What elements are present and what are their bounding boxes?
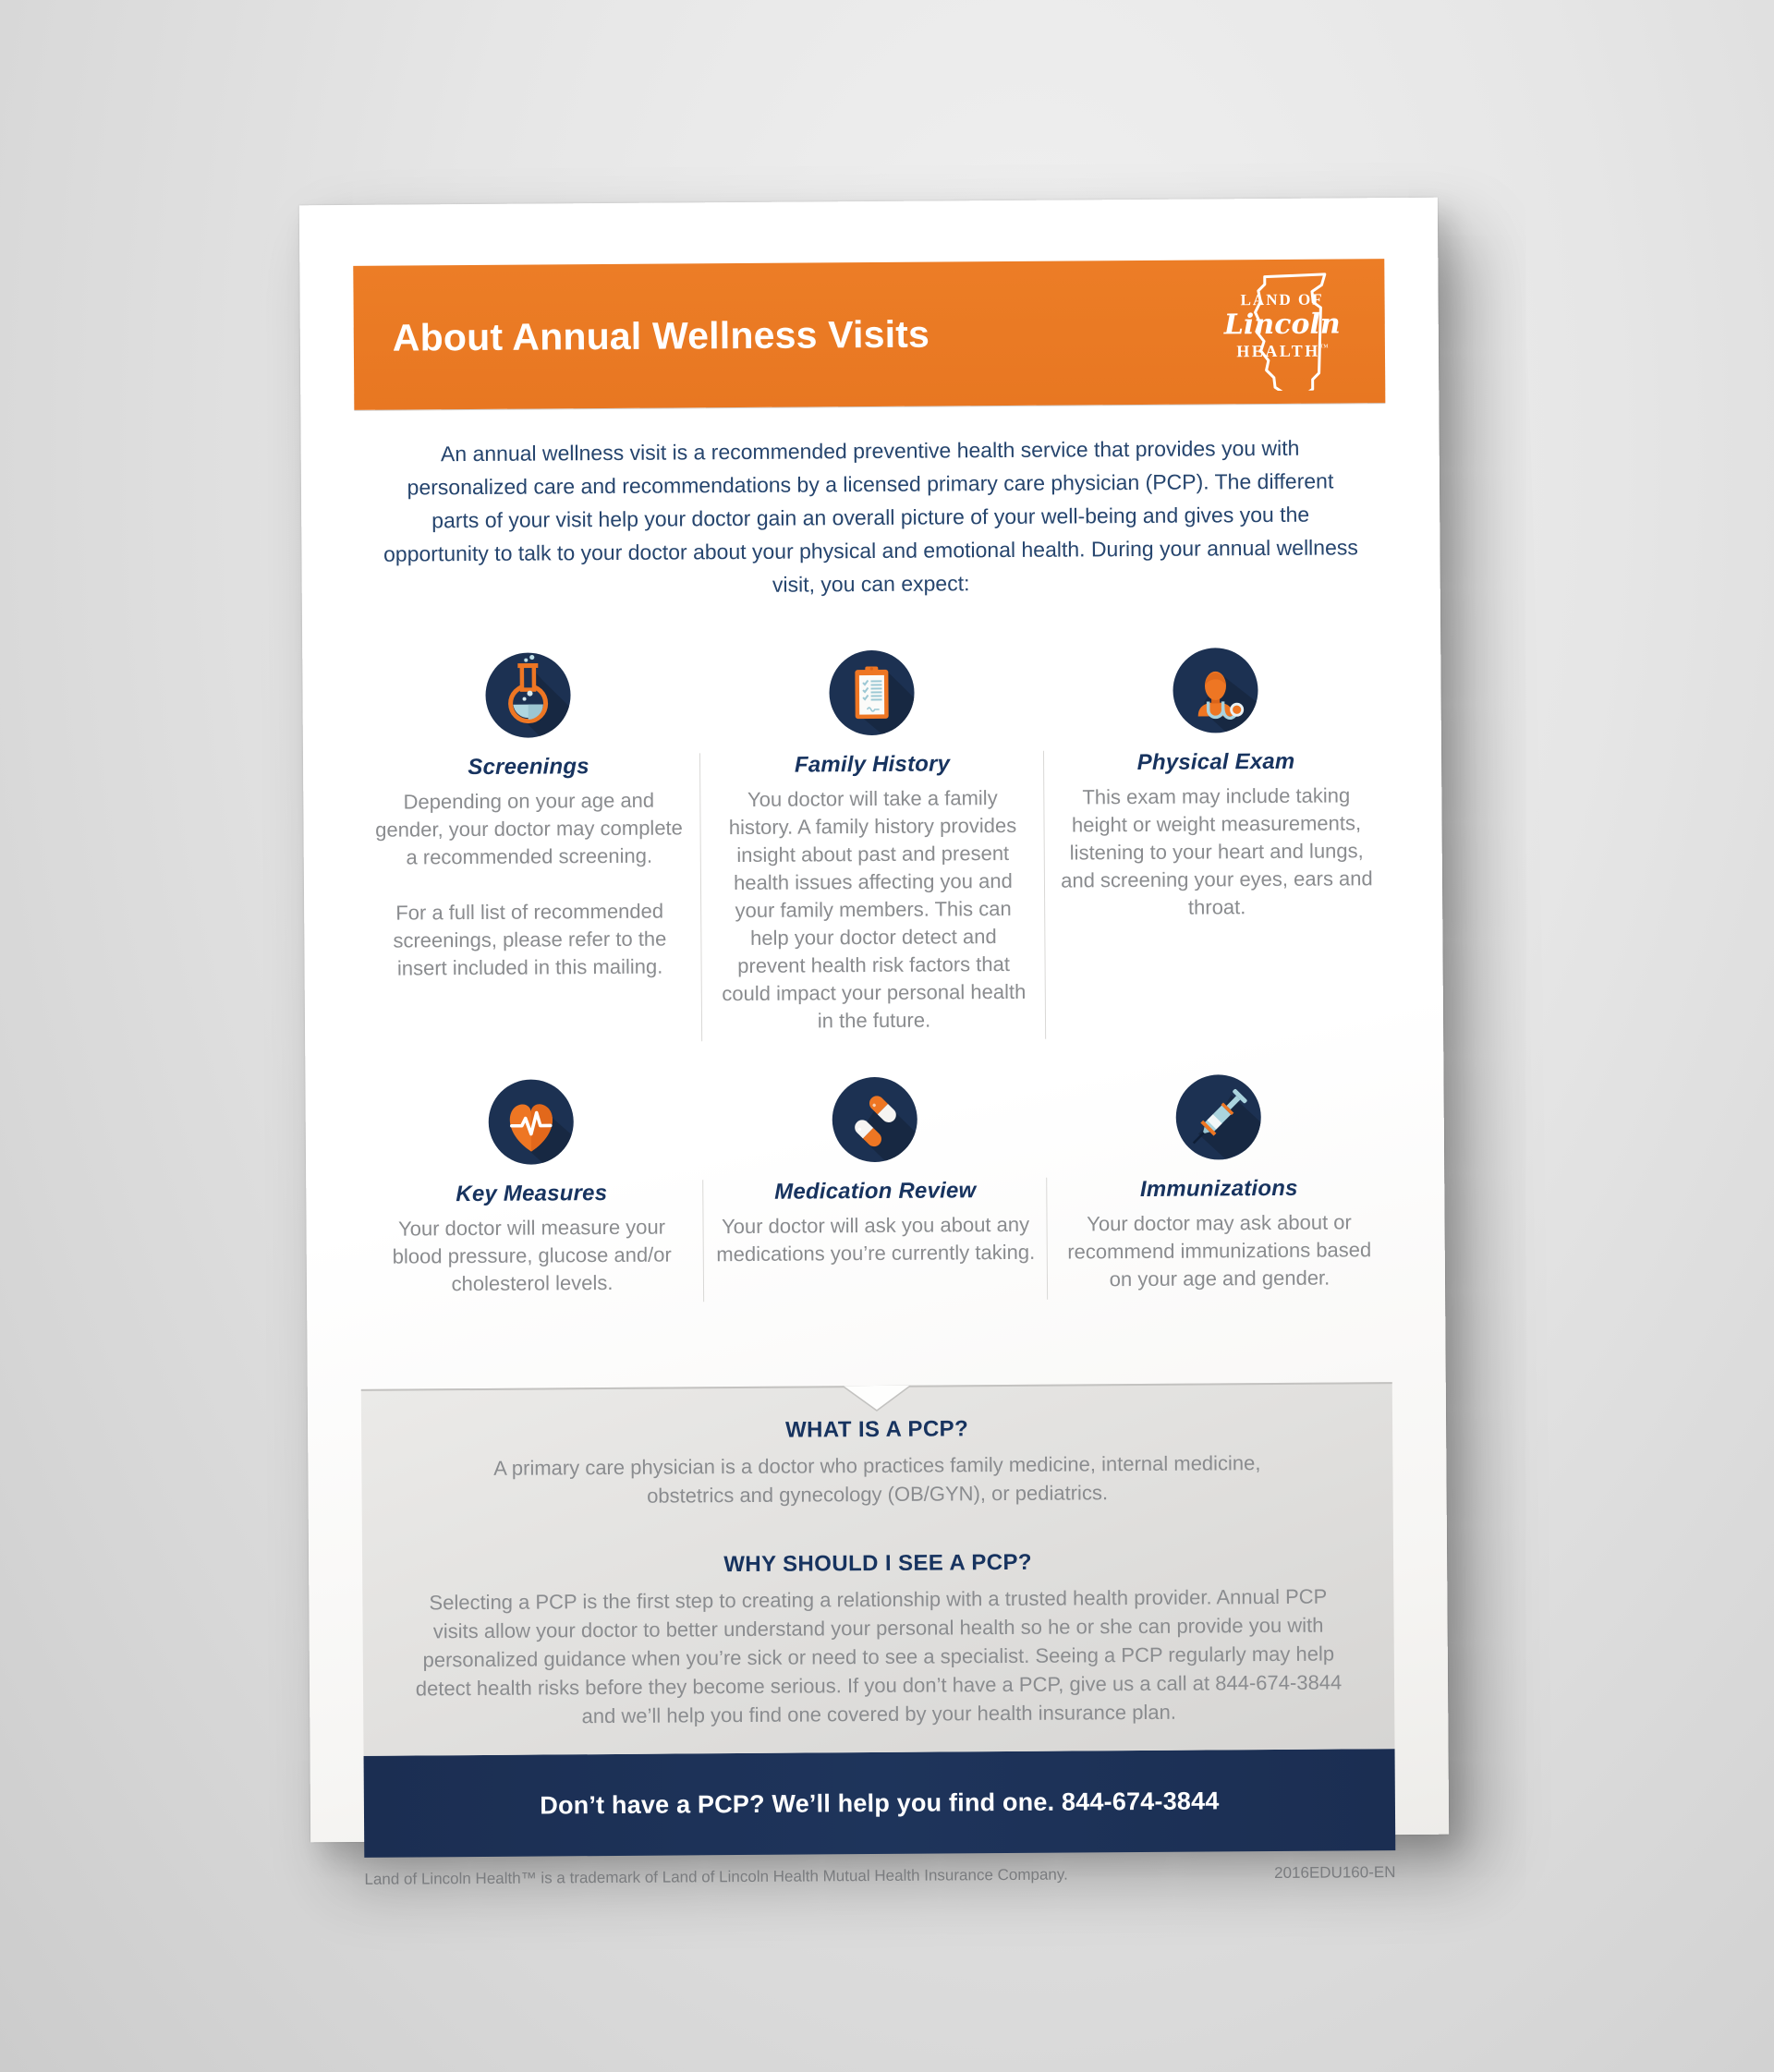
cta-bar xyxy=(364,1749,1396,1858)
wellness-item-title: Medication Review xyxy=(774,1178,977,1205)
flask-icon xyxy=(483,650,573,740)
clipboard-icon xyxy=(827,648,917,738)
page-title: About Annual Wellness Visits xyxy=(392,312,930,359)
flyer-content xyxy=(299,198,1450,1890)
wellness-item-title: Family History xyxy=(794,751,951,778)
intro-paragraph: An annual wellness visit is a recommended preventive health service that provides you with personalized care and recommendations by a licensed primary care physician (PCP). The different parts of your visit help your doctor gain an overall picture of your well-being and gives you the opportunity to talk to your doctor about your physical and emotional health. During your annual wellness visit, you can expect: xyxy=(383,435,1358,597)
why-see-pcp-heading: WHY SHOULD I SEE A PCP? xyxy=(723,1549,1033,1578)
wellness-item-title: Immunizations xyxy=(1139,1175,1298,1202)
wellness-item-immunizations xyxy=(1046,1072,1391,1300)
wellness-item-title: Screenings xyxy=(468,754,589,781)
legal-footer xyxy=(364,1863,1395,1889)
pills-icon xyxy=(830,1075,919,1165)
logo-lincoln: Lincoln xyxy=(1223,308,1341,342)
heartbeat-icon xyxy=(486,1077,576,1167)
wellness-item-body: Your doctor will ask you about any medications you’re currently taking. xyxy=(716,1212,1036,1266)
logo-trademark-symbol: ™ xyxy=(1319,342,1329,352)
wellness-item-body: Depending on your age and gender, your doctor may complete a recommended screening. xyxy=(375,788,683,869)
stethoscope-icon xyxy=(1171,646,1260,735)
wellness-item-key-measures xyxy=(358,1076,704,1304)
wellness-item-body: Your doctor may ask about or recommend immunizations based on your age and gender. xyxy=(1067,1210,1372,1291)
wellness-item-title: Key Measures xyxy=(456,1181,608,1207)
wellness-item-body: Your doctor will measure your blood pressure, glucose and/or cholesterol levels. xyxy=(392,1215,672,1296)
syringe-icon xyxy=(1173,1072,1263,1162)
trademark-note: Land of Lincoln Health™ is a trademark of Land of Lincoln Health Mutual Health Insurance Company. xyxy=(364,1865,1068,1888)
wellness-item-physical-exam xyxy=(1043,645,1390,1039)
why-see-pcp-body: Selecting a PCP is the first step to creating a relationship with a trusted health provider. Annual PCP visits allow your doctor to better understand your personal health so he or she can provide you with personalized guidance when you’re sick or need to see a specialist. Seeing a PCP regularly may help detect health risks before they become serious. If you don’t have a PCP, give us a call at 844-674-3844 and we’ll help you find one covered by your health insurance plan. xyxy=(415,1584,1343,1728)
wellness-item-body: This exam may include taking height or weight measurements, listening to your heart and lungs, and screening your eyes, ears and throat. xyxy=(1061,783,1373,919)
pcp-info-panel xyxy=(361,1382,1395,1756)
wellness-item-body-2: For a full list of recommended screenings, please refer to the insert included in this mailing. xyxy=(393,899,667,980)
wellness-item-screenings xyxy=(356,649,702,1044)
wellness-items-row-1 xyxy=(356,645,1390,1044)
wellness-item-title: Physical Exam xyxy=(1136,748,1295,776)
cta-text: Don’t have a PCP? We’ll help you find one. 844-674-3844 xyxy=(540,1786,1220,1820)
logo-health: HEALTH xyxy=(1236,341,1320,360)
wellness-item-body: You doctor will take a family history. A family history provides insight about past and present health issues affecting you and your family members. This can help your doctor detect and prevent health risk factors that could impact your personal health in the future. xyxy=(722,786,1027,1033)
flyer-page xyxy=(299,198,1449,1888)
document-code: 2016EDU160-EN xyxy=(1274,1863,1396,1882)
logo-text xyxy=(1219,290,1347,360)
wellness-item-family-history xyxy=(699,648,1046,1042)
flyer-header xyxy=(353,259,1385,410)
what-is-pcp-body: A primary care physician is a doctor who practices family medicine, internal medicine, obstetrics and gynecology (OB/GYN), or pediatrics. xyxy=(493,1451,1261,1508)
wellness-items-row-2 xyxy=(358,1072,1391,1304)
wellness-item-medication-review xyxy=(702,1074,1048,1303)
panel-notch xyxy=(843,1386,911,1417)
land-of-lincoln-logo xyxy=(1205,272,1352,391)
logo-land-of: LAND OF xyxy=(1240,290,1324,309)
what-is-pcp-heading: WHAT IS A PCP? xyxy=(784,1416,969,1443)
